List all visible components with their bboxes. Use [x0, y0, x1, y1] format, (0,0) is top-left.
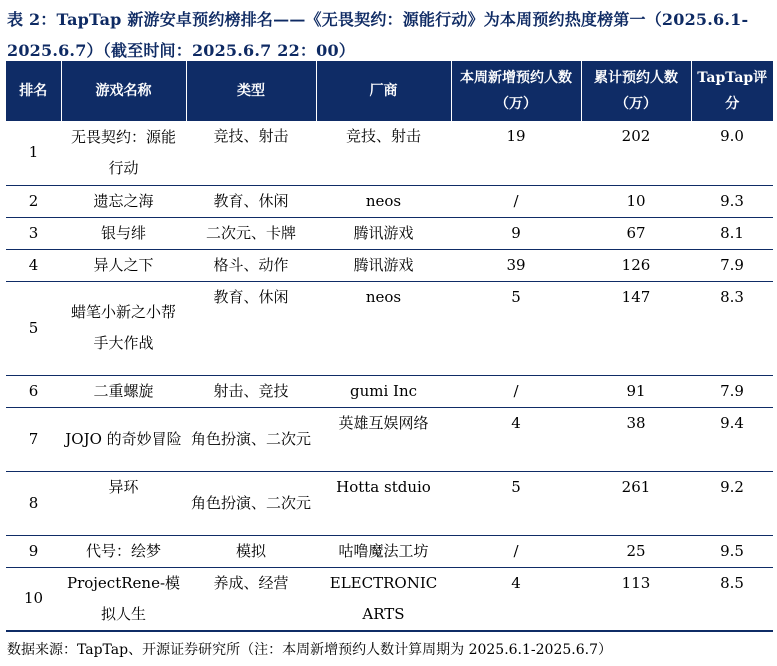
- table-row: [6, 121, 773, 185]
- cell-weekly: 4: [451, 407, 581, 471]
- cell-type: 竞技、射击: [186, 121, 316, 185]
- col-header-type: 类型: [186, 61, 316, 121]
- cell-vendor: 竞技、射击: [316, 121, 451, 185]
- cell-total: 202: [581, 121, 691, 185]
- cell-score: 9.2: [691, 471, 773, 535]
- header-row: [6, 61, 773, 121]
- cell-total: 147: [581, 281, 691, 375]
- cell-name: 银与绯: [61, 217, 186, 249]
- table-row: [6, 535, 773, 567]
- cell-weekly: 4: [451, 567, 581, 631]
- cell-name: 异人之下: [61, 249, 186, 281]
- cell-vendor: neos: [316, 185, 451, 217]
- table-title: 表 2：TapTap 新游安卓预约榜排名——《无畏契约：源能行动》为本周预约热度榜第一（2025.6.1-2025.6.7）（截至时间：2025.6.7 22：00）: [7, 10, 749, 60]
- cell-score: 9.3: [691, 185, 773, 217]
- cell-weekly: 5: [451, 281, 581, 375]
- cell-type: 射击、竞技: [186, 375, 316, 407]
- cell-vendor: 咕噜魔法工坊: [316, 535, 451, 567]
- cell-vendor: 腾讯游戏: [316, 249, 451, 281]
- cell-name: 遗忘之海: [61, 185, 186, 217]
- cell-weekly: 9: [451, 217, 581, 249]
- col-header-total: 累计预约人数（万）: [581, 61, 691, 121]
- cell-rank: 7: [6, 407, 61, 471]
- cell-type: 养成、经营: [186, 567, 316, 631]
- col-header-score: TapTap评分: [691, 61, 773, 121]
- cell-weekly: 19: [451, 121, 581, 185]
- cell-vendor: 英雄互娱网络: [316, 407, 451, 471]
- cell-type: 格斗、动作: [186, 249, 316, 281]
- cell-rank: 9: [6, 535, 61, 567]
- table-row: [6, 185, 773, 217]
- cell-total: 91: [581, 375, 691, 407]
- cell-score: 8.1: [691, 217, 773, 249]
- cell-name: 异环: [61, 471, 186, 535]
- cell-total: 67: [581, 217, 691, 249]
- cell-vendor: 腾讯游戏: [316, 217, 451, 249]
- cell-rank: 2: [6, 185, 61, 217]
- cell-total: 10: [581, 185, 691, 217]
- cell-vendor: Hotta stduio: [316, 471, 451, 535]
- cell-name: ProjectRene-模拟人生: [61, 567, 186, 631]
- cell-type: 角色扮演、二次元: [186, 471, 316, 535]
- cell-score: 9.4: [691, 407, 773, 471]
- cell-score: 8.5: [691, 567, 773, 631]
- cell-type: 教育、休闲: [186, 281, 316, 375]
- table-row: [6, 567, 773, 631]
- cell-weekly: 39: [451, 249, 581, 281]
- cell-name: 无畏契约：源能行动: [61, 121, 186, 185]
- cell-rank: 1: [6, 121, 61, 185]
- cell-rank: 6: [6, 375, 61, 407]
- table-row: [6, 249, 773, 281]
- cell-type: 模拟: [186, 535, 316, 567]
- cell-total: 126: [581, 249, 691, 281]
- cell-type: 二次元、卡牌: [186, 217, 316, 249]
- cell-score: 9.5: [691, 535, 773, 567]
- cell-score: 9.0: [691, 121, 773, 185]
- cell-vendor: ELECTRONIC ARTS: [316, 567, 451, 631]
- table-row: [6, 407, 773, 471]
- cell-name: 蜡笔小新之小帮手大作战: [61, 281, 186, 375]
- col-header-rank: 排名: [6, 61, 61, 121]
- cell-score: 8.3: [691, 281, 773, 375]
- col-header-vendor: 厂商: [316, 61, 451, 121]
- cell-weekly: /: [451, 185, 581, 217]
- cell-weekly: 5: [451, 471, 581, 535]
- cell-score: 7.9: [691, 249, 773, 281]
- cell-rank: 8: [6, 471, 61, 535]
- table-row: [6, 375, 773, 407]
- cell-total: 261: [581, 471, 691, 535]
- cell-type: 角色扮演、二次元: [186, 407, 316, 471]
- cell-total: 113: [581, 567, 691, 631]
- cell-score: 7.9: [691, 375, 773, 407]
- cell-weekly: /: [451, 375, 581, 407]
- table-row: [6, 281, 773, 375]
- cell-vendor: gumi Inc: [316, 375, 451, 407]
- cell-name: 二重螺旋: [61, 375, 186, 407]
- table-row: [6, 217, 773, 249]
- cell-name: 代号：绘梦: [61, 535, 186, 567]
- cell-weekly: /: [451, 535, 581, 567]
- cell-rank: 4: [6, 249, 61, 281]
- ranking-table: [6, 61, 773, 632]
- cell-total: 25: [581, 535, 691, 567]
- col-header-name: 游戏名称: [61, 61, 186, 121]
- cell-rank: 10: [6, 567, 61, 631]
- table-row: [6, 471, 773, 535]
- cell-type: 教育、休闲: [186, 185, 316, 217]
- cell-rank: 3: [6, 217, 61, 249]
- cell-rank: 5: [6, 281, 61, 375]
- cell-vendor: neos: [316, 281, 451, 375]
- source-note: 数据来源：TapTap、开源证券研究所（注：本周新增预约人数计算周期为 2025.6.1-2025.6.7）: [7, 642, 612, 658]
- cell-name: JOJO 的奇妙冒险: [61, 407, 186, 471]
- col-header-weekly: 本周新增预约人数（万）: [451, 61, 581, 121]
- cell-total: 38: [581, 407, 691, 471]
